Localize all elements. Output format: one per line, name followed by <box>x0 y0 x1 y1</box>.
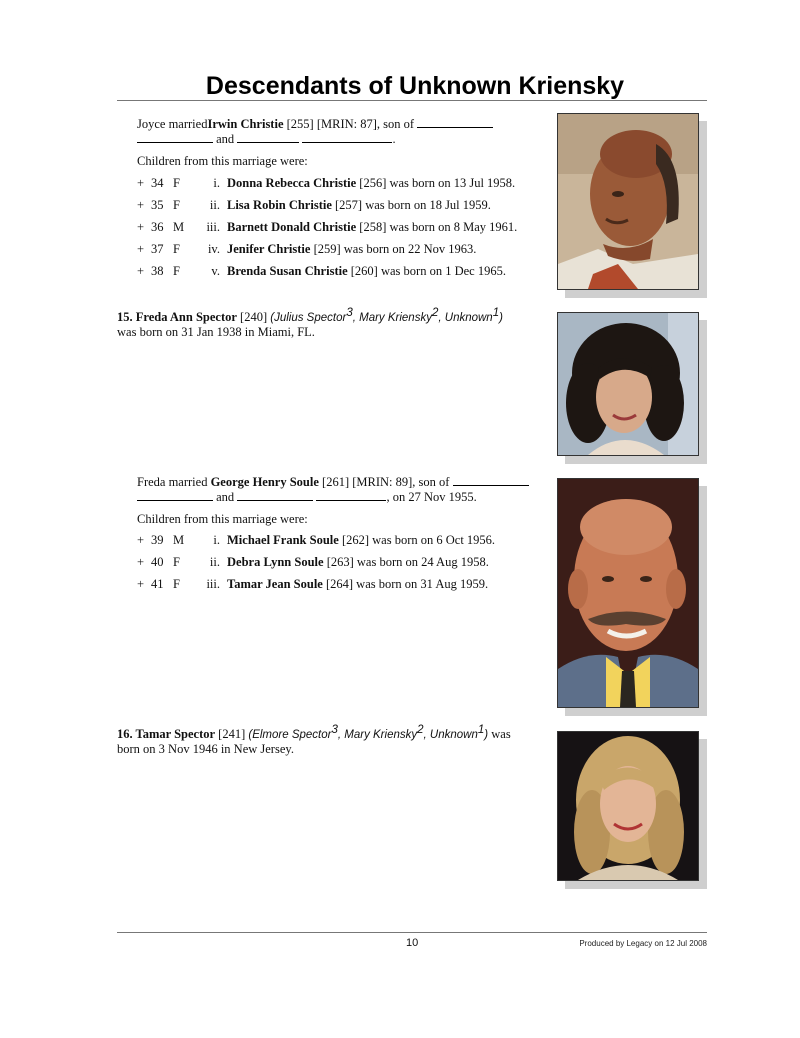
spouse-name-2: George Henry Soule <box>210 475 319 489</box>
child-sex: F <box>173 264 180 278</box>
child-sex: F <box>173 555 180 569</box>
child-description <box>227 241 476 257</box>
child-sex: F <box>173 198 180 212</box>
blank-line <box>417 117 493 128</box>
child-number: 38 <box>151 264 164 278</box>
child-sex: F <box>173 176 180 190</box>
child-sex: F <box>173 242 180 256</box>
child-number: 34 <box>151 176 164 190</box>
footer-rule <box>117 932 707 933</box>
person-15-born: was born on 31 Jan 1938 in Miami, FL. <box>117 325 315 339</box>
child-roman: iv. <box>207 242 220 256</box>
blank-line <box>137 490 213 501</box>
child-name: Michael Frank Soule <box>227 533 339 547</box>
child-name: Lisa Robin Christie <box>227 198 332 212</box>
child-name: Tamar Jean Soule <box>227 577 323 591</box>
photo-george-soule <box>557 478 699 708</box>
child-birth: [259] was born on 22 Nov 1963. <box>310 242 477 256</box>
child-number: 35 <box>151 198 164 212</box>
child-name: Barnett Donald Christie <box>227 220 357 234</box>
children-heading: Children from this marriage were: <box>137 154 308 168</box>
child-sex: F <box>173 577 180 591</box>
blank-line <box>237 132 299 143</box>
child-sex: M <box>173 220 185 234</box>
child-description <box>227 219 517 235</box>
blank-line <box>137 132 213 143</box>
children-heading-2: Children from this marriage were: <box>137 512 308 526</box>
child-plus: + <box>137 198 145 212</box>
child-description <box>227 263 506 279</box>
blank-line <box>453 475 529 486</box>
child-roman: ii. <box>209 198 220 212</box>
marriage-line-1b: Freda married George Henry Soule [261] [MRIN: 89], son of <box>137 474 529 490</box>
child-description <box>227 554 489 570</box>
child-roman: iii. <box>206 220 220 234</box>
child-plus: + <box>137 533 145 547</box>
page-number: 10 <box>406 937 419 949</box>
page-title: Descendants of Unknown Kriensky <box>205 72 625 100</box>
child-description <box>227 175 515 191</box>
child-description <box>227 576 488 592</box>
child-name: Jenifer Christie <box>227 242 311 256</box>
child-number: 39 <box>151 533 164 547</box>
child-birth: [264] was born on 31 Aug 1959. <box>322 577 489 591</box>
blank-line <box>302 132 392 143</box>
child-name: Donna Rebecca Christie <box>227 176 357 190</box>
person-16-born: born on 3 Nov 1946 in New Jersey. <box>117 742 294 756</box>
person-15-heading: 15. Freda Ann Spector [240] (Julius Spector$^3$, Mary Kriensky$^2$, Unknown$^1$) <box>117 306 503 324</box>
child-birth: [257] was born on 18 Jul 1959. <box>331 198 491 212</box>
child-roman: v. <box>211 264 220 278</box>
child-number: 36 <box>151 220 164 234</box>
child-name: Debra Lynn Soule <box>227 555 324 569</box>
child-roman: i. <box>213 533 220 547</box>
marriage-line-1: Joyce marriedIrwin Christie [255] [MRIN: 87], son of <box>137 116 493 132</box>
child-roman: ii. <box>209 555 220 569</box>
photo-tamar-spector <box>557 731 699 881</box>
header-rule <box>117 100 707 101</box>
child-plus: + <box>137 220 145 234</box>
child-plus: + <box>137 577 145 591</box>
child-plus: + <box>137 176 145 190</box>
child-plus: + <box>137 264 145 278</box>
photo-freda-spector <box>557 312 699 456</box>
child-roman: iii. <box>206 577 220 591</box>
child-description <box>227 197 491 213</box>
person-16-heading: 16. Tamar Spector [241] (Elmore Spector$^3$, Mary Kriensky$^2$, Unknown$^1$) was <box>117 723 511 741</box>
child-birth: [258] was born on 8 May 1961. <box>356 220 518 234</box>
marriage-line-2: and . <box>137 131 396 147</box>
child-number: 41 <box>151 577 164 591</box>
child-name: Brenda Susan Christie <box>227 264 348 278</box>
child-description <box>227 532 495 548</box>
child-birth: [263] was born on 24 Aug 1958. <box>323 555 489 569</box>
child-number: 40 <box>151 555 164 569</box>
blank-line <box>237 490 313 501</box>
child-birth: [256] was born on 13 Jul 1958. <box>356 176 516 190</box>
spouse-name: Irwin Christie <box>207 117 284 131</box>
produced-by: Produced by Legacy on 12 Jul 2008 <box>579 939 707 948</box>
child-sex: M <box>173 533 185 547</box>
child-plus: + <box>137 555 145 569</box>
blank-line <box>316 490 386 501</box>
child-birth: [260] was born on 1 Dec 1965. <box>347 264 506 278</box>
child-number: 37 <box>151 242 164 256</box>
child-roman: i. <box>213 176 220 190</box>
photo-irwin-christie <box>557 113 699 290</box>
child-plus: + <box>137 242 145 256</box>
child-birth: [262] was born on 6 Oct 1956. <box>338 533 496 547</box>
marriage-line-2b: and , on 27 Nov 1955. <box>137 489 477 505</box>
